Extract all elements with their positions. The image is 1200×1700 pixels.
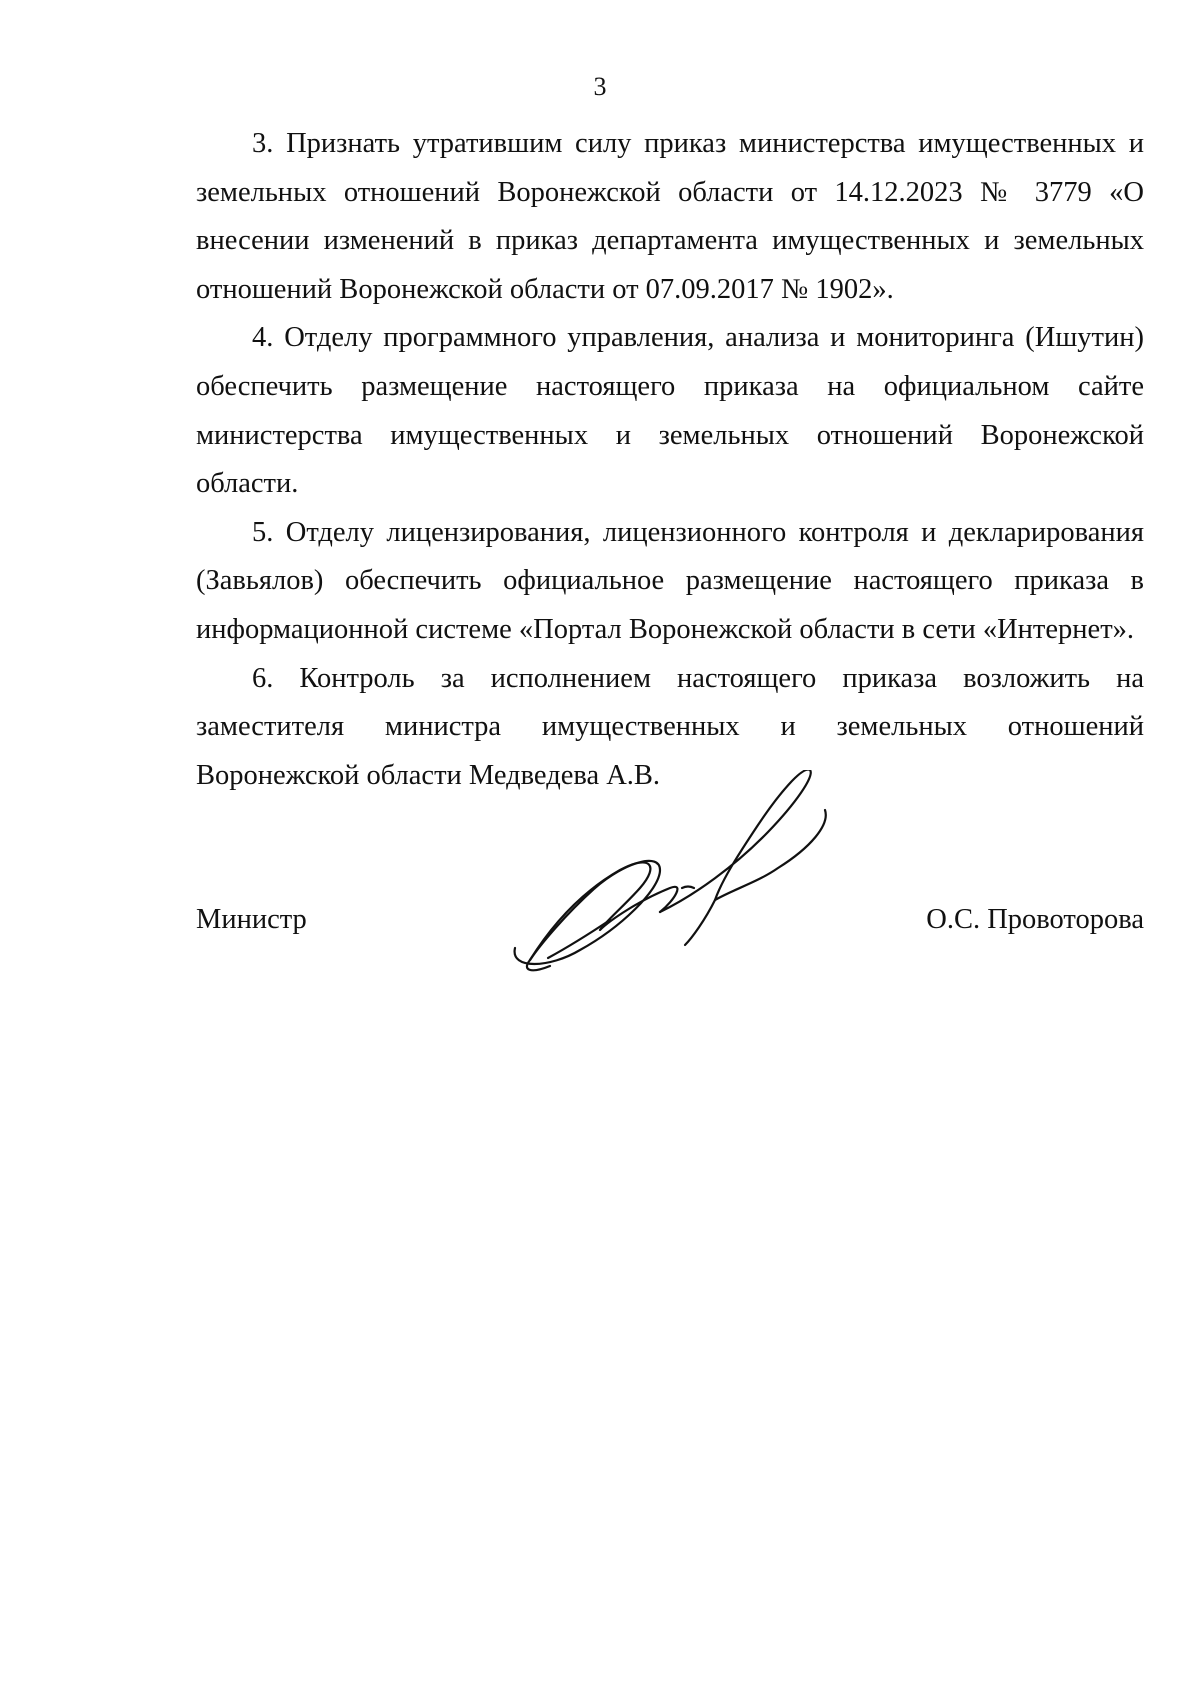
paragraph-5: 5. Отделу лицензирования, лицензионного контроля и декларирования (Завьялов) обеспечить официальное размещение настоящего приказа в информационной системе «Портал Воронежской области в сети «Интернет». — [196, 516, 1144, 645]
paragraph-4: 4. Отделу программного управления, анализа и мониторинга (Ишутин) обеспечить размещение настоящего приказа на официальном сайте министерства имущественных и земельных отношений Воронежской области. — [196, 322, 1144, 500]
signer-position: Министр — [196, 904, 307, 935]
document-body — [196, 120, 1144, 800]
page-number: 3 — [593, 72, 607, 101]
signer-name: О.С. Провоторова — [926, 904, 1144, 935]
paragraph-6: 6. Контроль за исполнением настоящего приказа возложить на заместителя министра имущественных и земельных отношений Воронежской области Медведева А.В. — [196, 662, 1144, 791]
paragraph-3: 3. Признать утратившим силу приказ министерства имущественных и земельных отношений Воронежской области от 14.12.2023 № 3779 «О внесении изменений в приказ департамента имущественных и земельных отношений Воронежской области от 07.09.2017 № 1902». — [196, 128, 1144, 305]
signature-block — [196, 900, 1144, 950]
